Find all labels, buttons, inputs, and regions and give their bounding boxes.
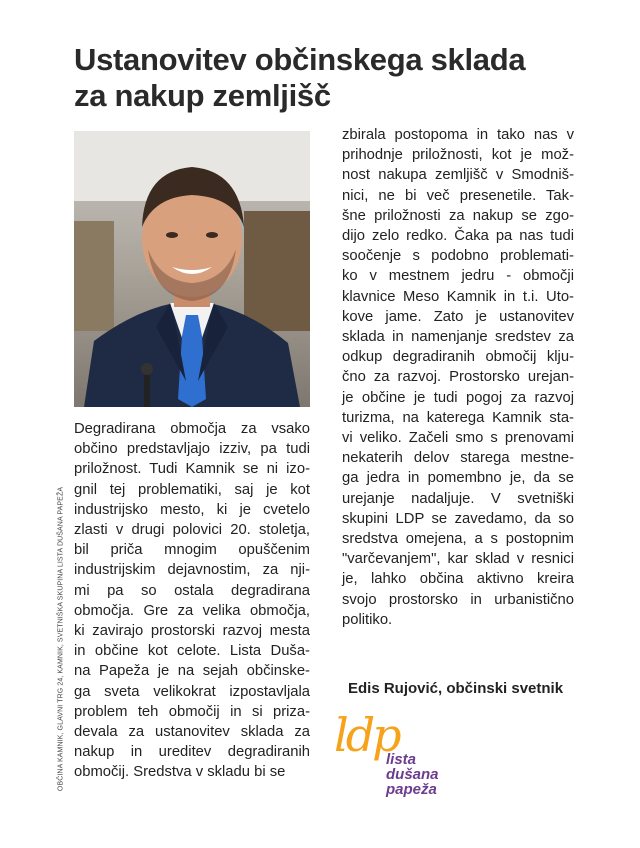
text-line: industrijsko mesto, ki je cvetelo — [74, 501, 310, 518]
text-line: devala za ustanovitev sklada za — [74, 724, 310, 741]
text-line: ga sveta velikokrat izpostavljala — [74, 683, 310, 700]
text-line: nici, ne bi več presenetile. Tak- — [342, 187, 574, 204]
text-line: skupini LDP se zavedamo, da so — [342, 510, 574, 527]
text-line: in občine kot celote. Lista Duša- — [74, 643, 310, 660]
logo-line-3: papeža — [386, 781, 437, 798]
text-line: nakup in ureditev degradiranih — [74, 744, 310, 761]
ldp-logo-text — [386, 752, 439, 797]
ldp-logo-mark: ldp — [334, 708, 399, 762]
text-line: gnil tej problematiki, saj je kot — [74, 481, 310, 498]
text-line: je občine je tudi pogoj za razvoj — [342, 389, 574, 406]
sidebar-vertical — [55, 486, 67, 792]
logo-line-2: dušana — [386, 766, 439, 783]
text-line: je, lahko občina aktivno kreira — [342, 571, 574, 588]
sidebar-text: OBČINA KAMNIK, GLAVNI TRG 24, KAMNIK, SVETNIŠKA SKUPINA LISTA DUŠANA PAPEŽA — [57, 486, 65, 792]
text-line: območij. Sredstva v skladu bi se — [74, 764, 286, 781]
text-line: problem teh območij in si priza- — [74, 703, 310, 720]
text-line: kove jame. Zato je ustanovitev — [342, 308, 574, 325]
right-column — [342, 125, 574, 630]
text-line: ga jedra in pomembno je, da se — [342, 470, 574, 487]
portrait-illustration — [74, 131, 310, 407]
text-line: občino predstavljajo izziv, pa tudi — [74, 441, 310, 458]
text-line: mi pa so ostala degradirana — [74, 582, 310, 599]
text-line: priložnost. Tudi Kamnik se ni izo- — [74, 461, 310, 478]
text-line: odkup degradiranih območij klju- — [342, 349, 574, 366]
text-line: prihodnje priložnosti, kot je mož- — [342, 147, 574, 164]
text-line: soočenje s podobno problemati- — [342, 248, 574, 265]
title-line-1: Ustanovitev občinskega sklada — [74, 42, 526, 77]
left-column — [74, 419, 310, 783]
text-line: "varčevanjem", kar sklad v resnici — [342, 551, 574, 568]
text-line: čno za razvoj. Prostorsko urejan- — [342, 369, 574, 386]
title-line-2: za nakup zemljišč — [74, 78, 331, 113]
text-line: urejanje nadaljuje. V svetniški — [342, 490, 574, 507]
text-line: bil priča mnogim opuščenim — [74, 542, 310, 559]
text-line: klavnice Meso Kamnik in t.i. Uto- — [342, 288, 574, 305]
text-line: šne priložnosti za nakup se zgo- — [342, 207, 574, 224]
author-signature: Edis Rujović, občinski svetnik — [348, 680, 564, 697]
text-line: območja. Gre za velika območja, — [74, 602, 310, 619]
portrait-photo — [74, 131, 310, 407]
text-line: industrijskim dejavnostim, za nji- — [74, 562, 310, 579]
text-line: Degradirana območja za vsako — [74, 421, 310, 437]
text-line: nost nakupa zemljišč v Smodniš- — [342, 167, 574, 184]
text-line: dijo zelo redko. Čaka pa nas tudi — [342, 228, 574, 245]
text-line: zlasti v drugi polovici 20. stoletja, — [74, 522, 310, 539]
text-line: politiko. — [342, 611, 393, 628]
text-line: nekaterih delov starega mestne- — [342, 450, 574, 467]
text-line: sredstva omejena, a s postopnim — [342, 531, 574, 548]
logo-line-1: lista — [386, 751, 417, 768]
text-line: ko v mestnem jedru - območji — [342, 268, 574, 285]
text-line: sklada in namenjanje sredstev za — [342, 329, 574, 346]
text-line: na Papeža je na sejah občinske- — [74, 663, 310, 680]
text-line: turizma, na katerega Kamnik sta- — [342, 409, 574, 426]
text-line: zbirala postopoma in tako nas v — [342, 127, 574, 143]
article-title — [74, 42, 594, 114]
text-line: vi veliko. Začeli smo s prenovami — [342, 430, 574, 447]
text-line: svojo prostorsko in urbanistično — [342, 591, 574, 608]
text-line: ki zavirajo prostorski razvoj mesta — [74, 623, 310, 640]
ldp-logo — [334, 708, 464, 804]
